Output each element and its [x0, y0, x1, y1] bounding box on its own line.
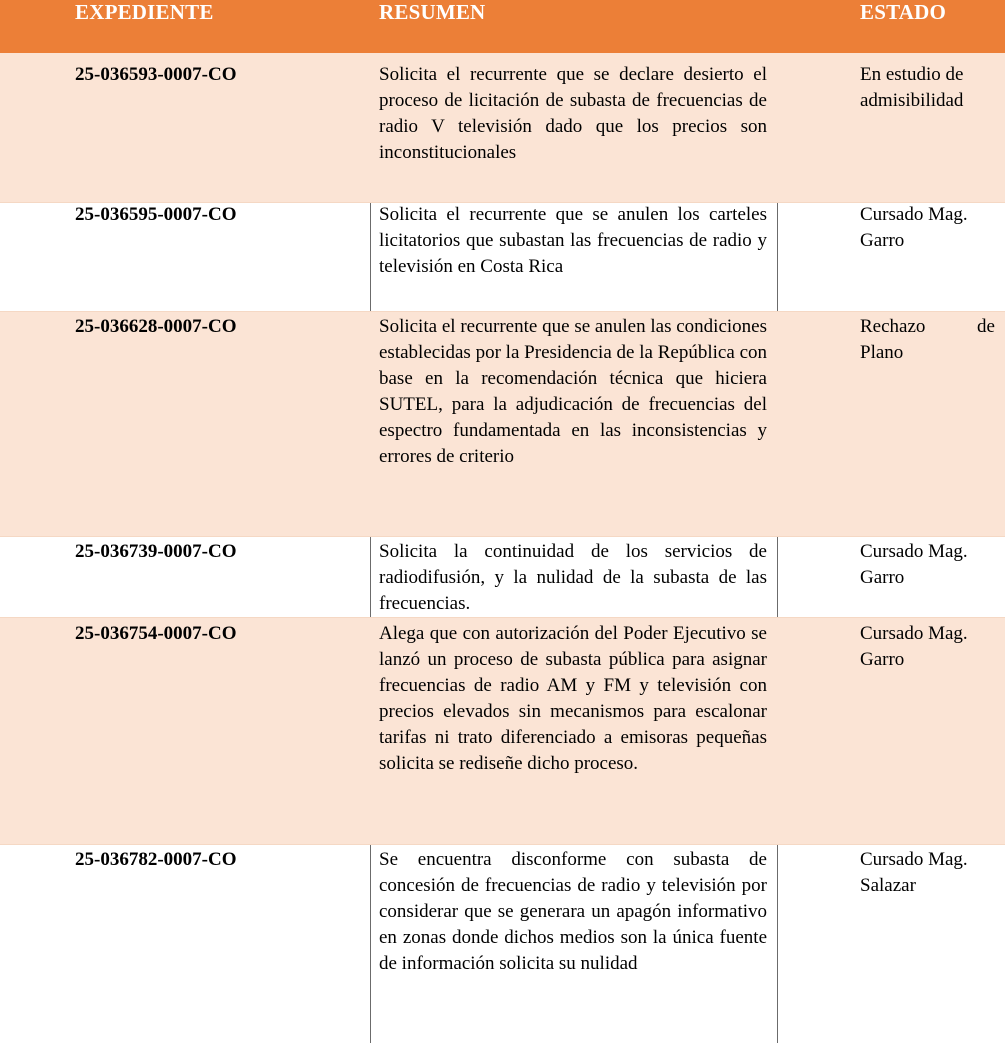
- expediente-cell: 25-036739-0007-CO: [75, 541, 237, 562]
- resumen-cell: [379, 314, 767, 470]
- resumen-cell: [379, 202, 767, 280]
- estado-cell: [860, 847, 980, 899]
- expediente-cell: 25-036593-0007-CO: [75, 64, 237, 85]
- estado-text: Cursado Mag. Salazar: [860, 849, 968, 896]
- estado-cell: [860, 621, 978, 673]
- resumen-cell: [379, 847, 767, 977]
- resumen-text: Solicita la continuidad de los servicios de radiodifusión, y la nulidad de la subasta de las frecuencias.: [379, 541, 767, 614]
- resumen-text: Solicita el recurrente que se anulen los carteles licitatorios que subastan las frecuencias de radio y televisión en Costa Rica: [379, 204, 767, 277]
- expediente-cell: 25-036595-0007-CO: [75, 204, 237, 225]
- resumen-text: Alega que con autorización del Poder Ejecutivo se lanzó un proceso de subasta pública para asignar frecuencias de radio AM y FM y televisión con precios elevados sin mecanismos para escalonar tarifas ni trato diferenciado a emisoras pequeñas solicita se rediseñe dicho proceso.: [379, 623, 767, 774]
- resumen-cell: [379, 62, 767, 166]
- header-expediente: EXPEDIENTE: [75, 0, 214, 24]
- estado-cell: [860, 202, 978, 254]
- table-header: [0, 0, 1005, 53]
- expediente-cell: 25-036782-0007-CO: [75, 849, 237, 870]
- header-resumen: RESUMEN: [379, 0, 486, 24]
- estado-text: Cursado Mag. Garro: [860, 541, 968, 588]
- header-estado: ESTADO: [860, 0, 946, 24]
- resumen-text: Se encuentra disconforme con subasta de concesión de frecuencias de radio y televisión por considerar que se generara un apagón informativo en zonas donde dichos medios son la única fuente de información solicita su nulidad: [379, 849, 767, 974]
- expediente-cell: 25-036628-0007-CO: [75, 316, 237, 337]
- resumen-text: Solicita el recurrente que se declare desierto el proceso de licitación de subasta de frecuencias de radio V televisión dado que los precios son inconstitucionales: [379, 64, 767, 163]
- estado-cell: [860, 314, 995, 366]
- resumen-text: Solicita el recurrente que se anulen las condiciones establecidas por la Presidencia de la República con base en la recomendación técnica que hiciera SUTEL, para la adjudicación de frecuencias del espectro fundamentada en las inconsistencias y errores de criterio: [379, 316, 767, 467]
- estado-text: Rechazo de Plano: [860, 316, 995, 363]
- estado-text: Cursado Mag. Garro: [860, 623, 968, 670]
- resumen-cell: [379, 539, 767, 617]
- expediente-cell: 25-036754-0007-CO: [75, 623, 237, 644]
- estado-cell: [860, 62, 992, 114]
- estado-cell: [860, 539, 978, 591]
- estado-text: Cursado Mag. Garro: [860, 204, 968, 251]
- resumen-cell: [379, 621, 767, 777]
- estado-text: En estudio de admisibilidad: [860, 64, 964, 111]
